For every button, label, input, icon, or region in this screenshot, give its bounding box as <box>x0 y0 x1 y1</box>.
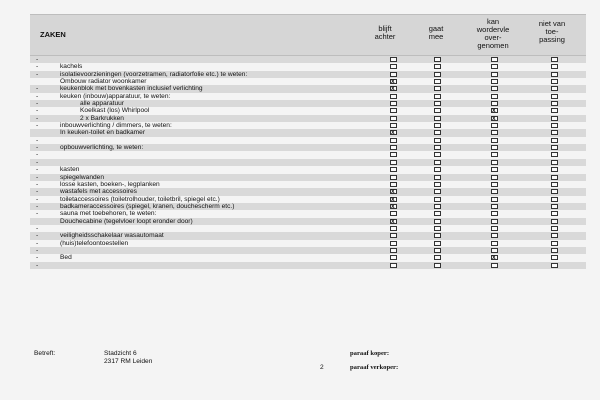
table-row <box>30 181 586 188</box>
row-dash: - <box>36 210 39 218</box>
table-row <box>30 166 586 173</box>
paraaf-koper-label: paraaf koper: <box>350 350 390 357</box>
table-row <box>30 151 586 158</box>
checkbox-c2[interactable] <box>434 79 441 84</box>
row-label: keuken (inbouw)apparatuur, te weten: <box>60 92 171 100</box>
row-dash: - <box>36 158 39 166</box>
checkbox-c4[interactable] <box>551 145 558 150</box>
checkbox-c3[interactable] <box>491 175 498 180</box>
row-dash: - <box>36 224 39 232</box>
checkbox-c2[interactable] <box>434 57 441 62</box>
row-dash: - <box>36 239 39 247</box>
table-row <box>30 247 586 254</box>
checkbox-c4[interactable] <box>551 182 558 187</box>
checkbox-c1[interactable] <box>390 116 397 121</box>
checkbox-c4[interactable] <box>551 233 558 238</box>
check-mark: x <box>391 195 395 203</box>
row-dash: - <box>36 180 39 188</box>
row-label: badkameraccessoires (spiegel, kranen, douchescherm etc.) <box>60 202 235 210</box>
table-row <box>30 56 586 63</box>
checkbox-c4[interactable] <box>551 116 558 121</box>
checkbox-c3[interactable] <box>491 86 498 91</box>
table-row <box>30 232 586 239</box>
row-dash: - <box>36 56 39 63</box>
address-line-2: 2317 RM Leiden <box>104 358 153 365</box>
checkbox-c1[interactable] <box>390 160 397 165</box>
col-header-kan-worden-overgenomen: kan wordervle over- genomen <box>476 17 510 50</box>
checkbox-c1[interactable] <box>390 263 397 268</box>
row-dash: - <box>36 100 39 108</box>
checkbox-c4[interactable] <box>551 211 558 216</box>
checkbox-c2[interactable] <box>434 233 441 238</box>
row-label: sauna met toebehoren, te weten: <box>60 210 157 218</box>
checkbox-c3[interactable] <box>491 101 498 106</box>
checkbox-c4[interactable] <box>551 175 558 180</box>
checkbox-c4[interactable] <box>551 263 558 268</box>
table-row <box>30 93 586 100</box>
row-dash: - <box>36 246 39 254</box>
checkbox-c2[interactable] <box>434 94 441 99</box>
checkbox-c1[interactable] <box>390 211 397 216</box>
row-label: kasten <box>60 166 80 174</box>
checkbox-c1[interactable] <box>390 64 397 69</box>
check-mark: x <box>492 254 496 262</box>
checkbox-c2[interactable] <box>434 145 441 150</box>
checkbox-c1[interactable] <box>390 108 397 113</box>
checkbox-c3[interactable] <box>491 182 498 187</box>
checkbox-c4[interactable] <box>551 72 558 77</box>
checkbox-c3[interactable] <box>491 130 498 135</box>
checkbox-c1[interactable] <box>390 248 397 253</box>
checkbox-c3[interactable] <box>491 263 498 268</box>
checkbox-c2[interactable] <box>434 189 441 194</box>
checkbox-c4[interactable] <box>551 94 558 99</box>
row-label: isolatievoorzieningen (voorzetramen, radiatorfolie etc.) te weten: <box>60 70 248 78</box>
inventory-sheet <box>30 14 586 269</box>
checkbox-c4[interactable] <box>551 197 558 202</box>
page-number: 2 <box>320 364 324 371</box>
checkbox-c4[interactable] <box>551 108 558 113</box>
check-mark: x <box>492 107 496 115</box>
table-row <box>30 107 586 114</box>
row-label: (huis)telefoontoestellen <box>60 239 129 247</box>
row-label: inbouwverlichting / dimmers, te weten: <box>60 122 172 130</box>
checkbox-c2[interactable] <box>434 138 441 143</box>
checkbox-c4[interactable] <box>551 255 558 260</box>
checkbox-c3[interactable] <box>491 152 498 157</box>
checkbox-c2[interactable] <box>434 197 441 202</box>
checkbox-c1[interactable] <box>390 182 397 187</box>
checkbox-c3[interactable] <box>491 138 498 143</box>
table-row <box>30 225 586 232</box>
table-row <box>30 196 586 203</box>
table-row <box>30 122 586 129</box>
checkbox-c2[interactable] <box>434 248 441 253</box>
checkbox-c2[interactable] <box>434 211 441 216</box>
checkbox-c2[interactable] <box>434 108 441 113</box>
table-row <box>30 254 586 261</box>
row-dash: - <box>36 136 39 144</box>
table-row <box>30 129 586 136</box>
checkbox-c3[interactable] <box>491 72 498 77</box>
row-dash: - <box>36 63 39 71</box>
row-label: Ombouw radiator woonkamer <box>60 78 147 86</box>
row-dash: - <box>36 173 39 181</box>
table-header <box>30 14 586 56</box>
checkbox-c3[interactable] <box>491 197 498 202</box>
checkbox-c3[interactable] <box>491 241 498 246</box>
table-row <box>30 159 586 166</box>
checkbox-c1[interactable] <box>390 167 397 172</box>
checkbox-c3[interactable] <box>491 123 498 128</box>
row-dash: - <box>36 144 39 152</box>
table-row <box>30 71 586 78</box>
checkbox-c1[interactable] <box>390 152 397 157</box>
row-dash: - <box>36 254 39 262</box>
checkbox-c3[interactable] <box>491 64 498 69</box>
checkbox-c2[interactable] <box>434 167 441 172</box>
row-dash: - <box>36 261 39 269</box>
table-row <box>30 78 586 85</box>
row-label: 2 x Barkrukken <box>80 114 124 122</box>
checkbox-c2[interactable] <box>434 219 441 224</box>
table-row <box>30 63 586 70</box>
row-label: alle apparatuur <box>80 100 124 108</box>
checkbox-c1[interactable] <box>390 241 397 246</box>
checkbox-c3[interactable] <box>491 211 498 216</box>
checkbox-c4[interactable] <box>551 248 558 253</box>
col-header-niet-van-toepassing: niet van toe- passing <box>538 19 566 44</box>
check-mark: x <box>391 202 395 210</box>
table-row <box>30 100 586 107</box>
row-dash: - <box>36 122 39 130</box>
table-row <box>30 115 586 122</box>
table-row <box>30 262 586 269</box>
checkbox-c3[interactable] <box>491 145 498 150</box>
checkbox-c2[interactable] <box>434 72 441 77</box>
table-row <box>30 240 586 247</box>
checkbox-c3[interactable] <box>491 233 498 238</box>
row-dash: - <box>36 202 39 210</box>
checkbox-c1[interactable] <box>390 255 397 260</box>
checkbox-c4[interactable] <box>551 79 558 84</box>
checkbox-c3[interactable] <box>491 204 498 209</box>
checkbox-c4[interactable] <box>551 226 558 231</box>
checkbox-c4[interactable] <box>551 167 558 172</box>
checkbox-c4[interactable] <box>551 130 558 135</box>
checkbox-c4[interactable] <box>551 219 558 224</box>
checkbox-c2[interactable] <box>434 204 441 209</box>
checkbox-c2[interactable] <box>434 175 441 180</box>
row-label: In keuken-toilet en badkamer <box>60 129 146 137</box>
check-mark: x <box>391 217 395 225</box>
checkbox-c2[interactable] <box>434 226 441 231</box>
checkbox-c4[interactable] <box>551 160 558 165</box>
row-dash: - <box>36 114 39 122</box>
zaken-header: ZAKEN <box>40 30 66 39</box>
checkbox-c4[interactable] <box>551 123 558 128</box>
item-rows <box>30 56 586 269</box>
row-label: toiletaccessoires (toiletrolhouder, toiletbril, spiegel etc.) <box>60 195 220 203</box>
check-mark: x <box>391 129 395 137</box>
checkbox-c2[interactable] <box>434 241 441 246</box>
checkbox-c4[interactable] <box>551 138 558 143</box>
checkbox-c3[interactable] <box>491 226 498 231</box>
checkbox-c3[interactable] <box>491 94 498 99</box>
checkbox-c2[interactable] <box>434 255 441 260</box>
row-dash: - <box>36 107 39 115</box>
checkbox-c1[interactable] <box>390 123 397 128</box>
row-label: opbouwverlichting, te weten: <box>60 144 144 152</box>
check-mark: x <box>391 78 395 86</box>
checkbox-c4[interactable] <box>551 86 558 91</box>
checkbox-c2[interactable] <box>434 101 441 106</box>
row-label: spiegelwanden <box>60 173 104 181</box>
table-row <box>30 144 586 151</box>
checkbox-c1[interactable] <box>390 101 397 106</box>
checkbox-c3[interactable] <box>491 189 498 194</box>
checkbox-c4[interactable] <box>551 189 558 194</box>
col-header-blijft-achter: blijft achter <box>374 24 396 41</box>
checkbox-c4[interactable] <box>551 152 558 157</box>
checkbox-c4[interactable] <box>551 64 558 69</box>
checkbox-c2[interactable] <box>434 263 441 268</box>
table-row <box>30 218 586 225</box>
paraaf-verkoper-label: paraaf verkoper: <box>350 364 399 371</box>
betreft-label: Betreft: <box>34 350 56 357</box>
checkbox-c1[interactable] <box>390 138 397 143</box>
row-dash: - <box>36 195 39 203</box>
row-label: Douchecabine (tegelvloer loopt eronder door) <box>60 217 193 225</box>
checkbox-c4[interactable] <box>551 241 558 246</box>
row-dash: - <box>36 232 39 240</box>
row-dash: - <box>36 92 39 100</box>
table-row <box>30 85 586 92</box>
table-row <box>30 188 586 195</box>
checkbox-c1[interactable] <box>390 57 397 62</box>
checkbox-c4[interactable] <box>551 101 558 106</box>
checkbox-c1[interactable] <box>390 94 397 99</box>
table-row <box>30 210 586 217</box>
checkbox-c1[interactable] <box>390 72 397 77</box>
row-dash: - <box>36 166 39 174</box>
check-mark: x <box>391 85 395 93</box>
checkbox-c4[interactable] <box>551 57 558 62</box>
check-mark: x <box>391 188 395 196</box>
row-dash: - <box>36 85 39 93</box>
address-line-1: Stadzicht 6 <box>104 350 137 357</box>
row-label: Koelkast (los) Whirlpool <box>80 107 150 115</box>
row-dash: - <box>36 70 39 78</box>
checkbox-c2[interactable] <box>434 86 441 91</box>
checkbox-c2[interactable] <box>434 160 441 165</box>
row-label: veiligheidsschakelaar wasautomaat <box>60 232 164 240</box>
checkbox-c1[interactable] <box>390 233 397 238</box>
checkbox-c3[interactable] <box>491 160 498 165</box>
checkbox-c4[interactable] <box>551 204 558 209</box>
checkbox-c3[interactable] <box>491 57 498 62</box>
checkbox-c3[interactable] <box>491 248 498 253</box>
checkbox-c3[interactable] <box>491 79 498 84</box>
table-row <box>30 203 586 210</box>
row-label: kachels <box>60 63 83 71</box>
checkbox-c2[interactable] <box>434 130 441 135</box>
table-row <box>30 174 586 181</box>
row-dash: - <box>36 188 39 196</box>
row-label: keukenblok met bovenkasten inclusief verlichting <box>60 85 203 93</box>
checkbox-c3[interactable] <box>491 167 498 172</box>
row-label: wastafels met accessoires <box>60 188 137 196</box>
row-label: losse kasten, boeken-, legplanken <box>60 180 160 188</box>
checkbox-c2[interactable] <box>434 182 441 187</box>
row-dash: - <box>36 151 39 159</box>
col-header-gaat-mee: gaat mee <box>428 24 444 41</box>
table-row <box>30 137 586 144</box>
checkbox-c3[interactable] <box>491 219 498 224</box>
checkbox-c1[interactable] <box>390 175 397 180</box>
row-label: Bed <box>60 254 72 262</box>
checkbox-c1[interactable] <box>390 145 397 150</box>
checkbox-c2[interactable] <box>434 123 441 128</box>
checkbox-c2[interactable] <box>434 152 441 157</box>
checkbox-c2[interactable] <box>434 116 441 121</box>
checkbox-c2[interactable] <box>434 64 441 69</box>
check-mark: x <box>492 114 496 122</box>
checkbox-c1[interactable] <box>390 226 397 231</box>
